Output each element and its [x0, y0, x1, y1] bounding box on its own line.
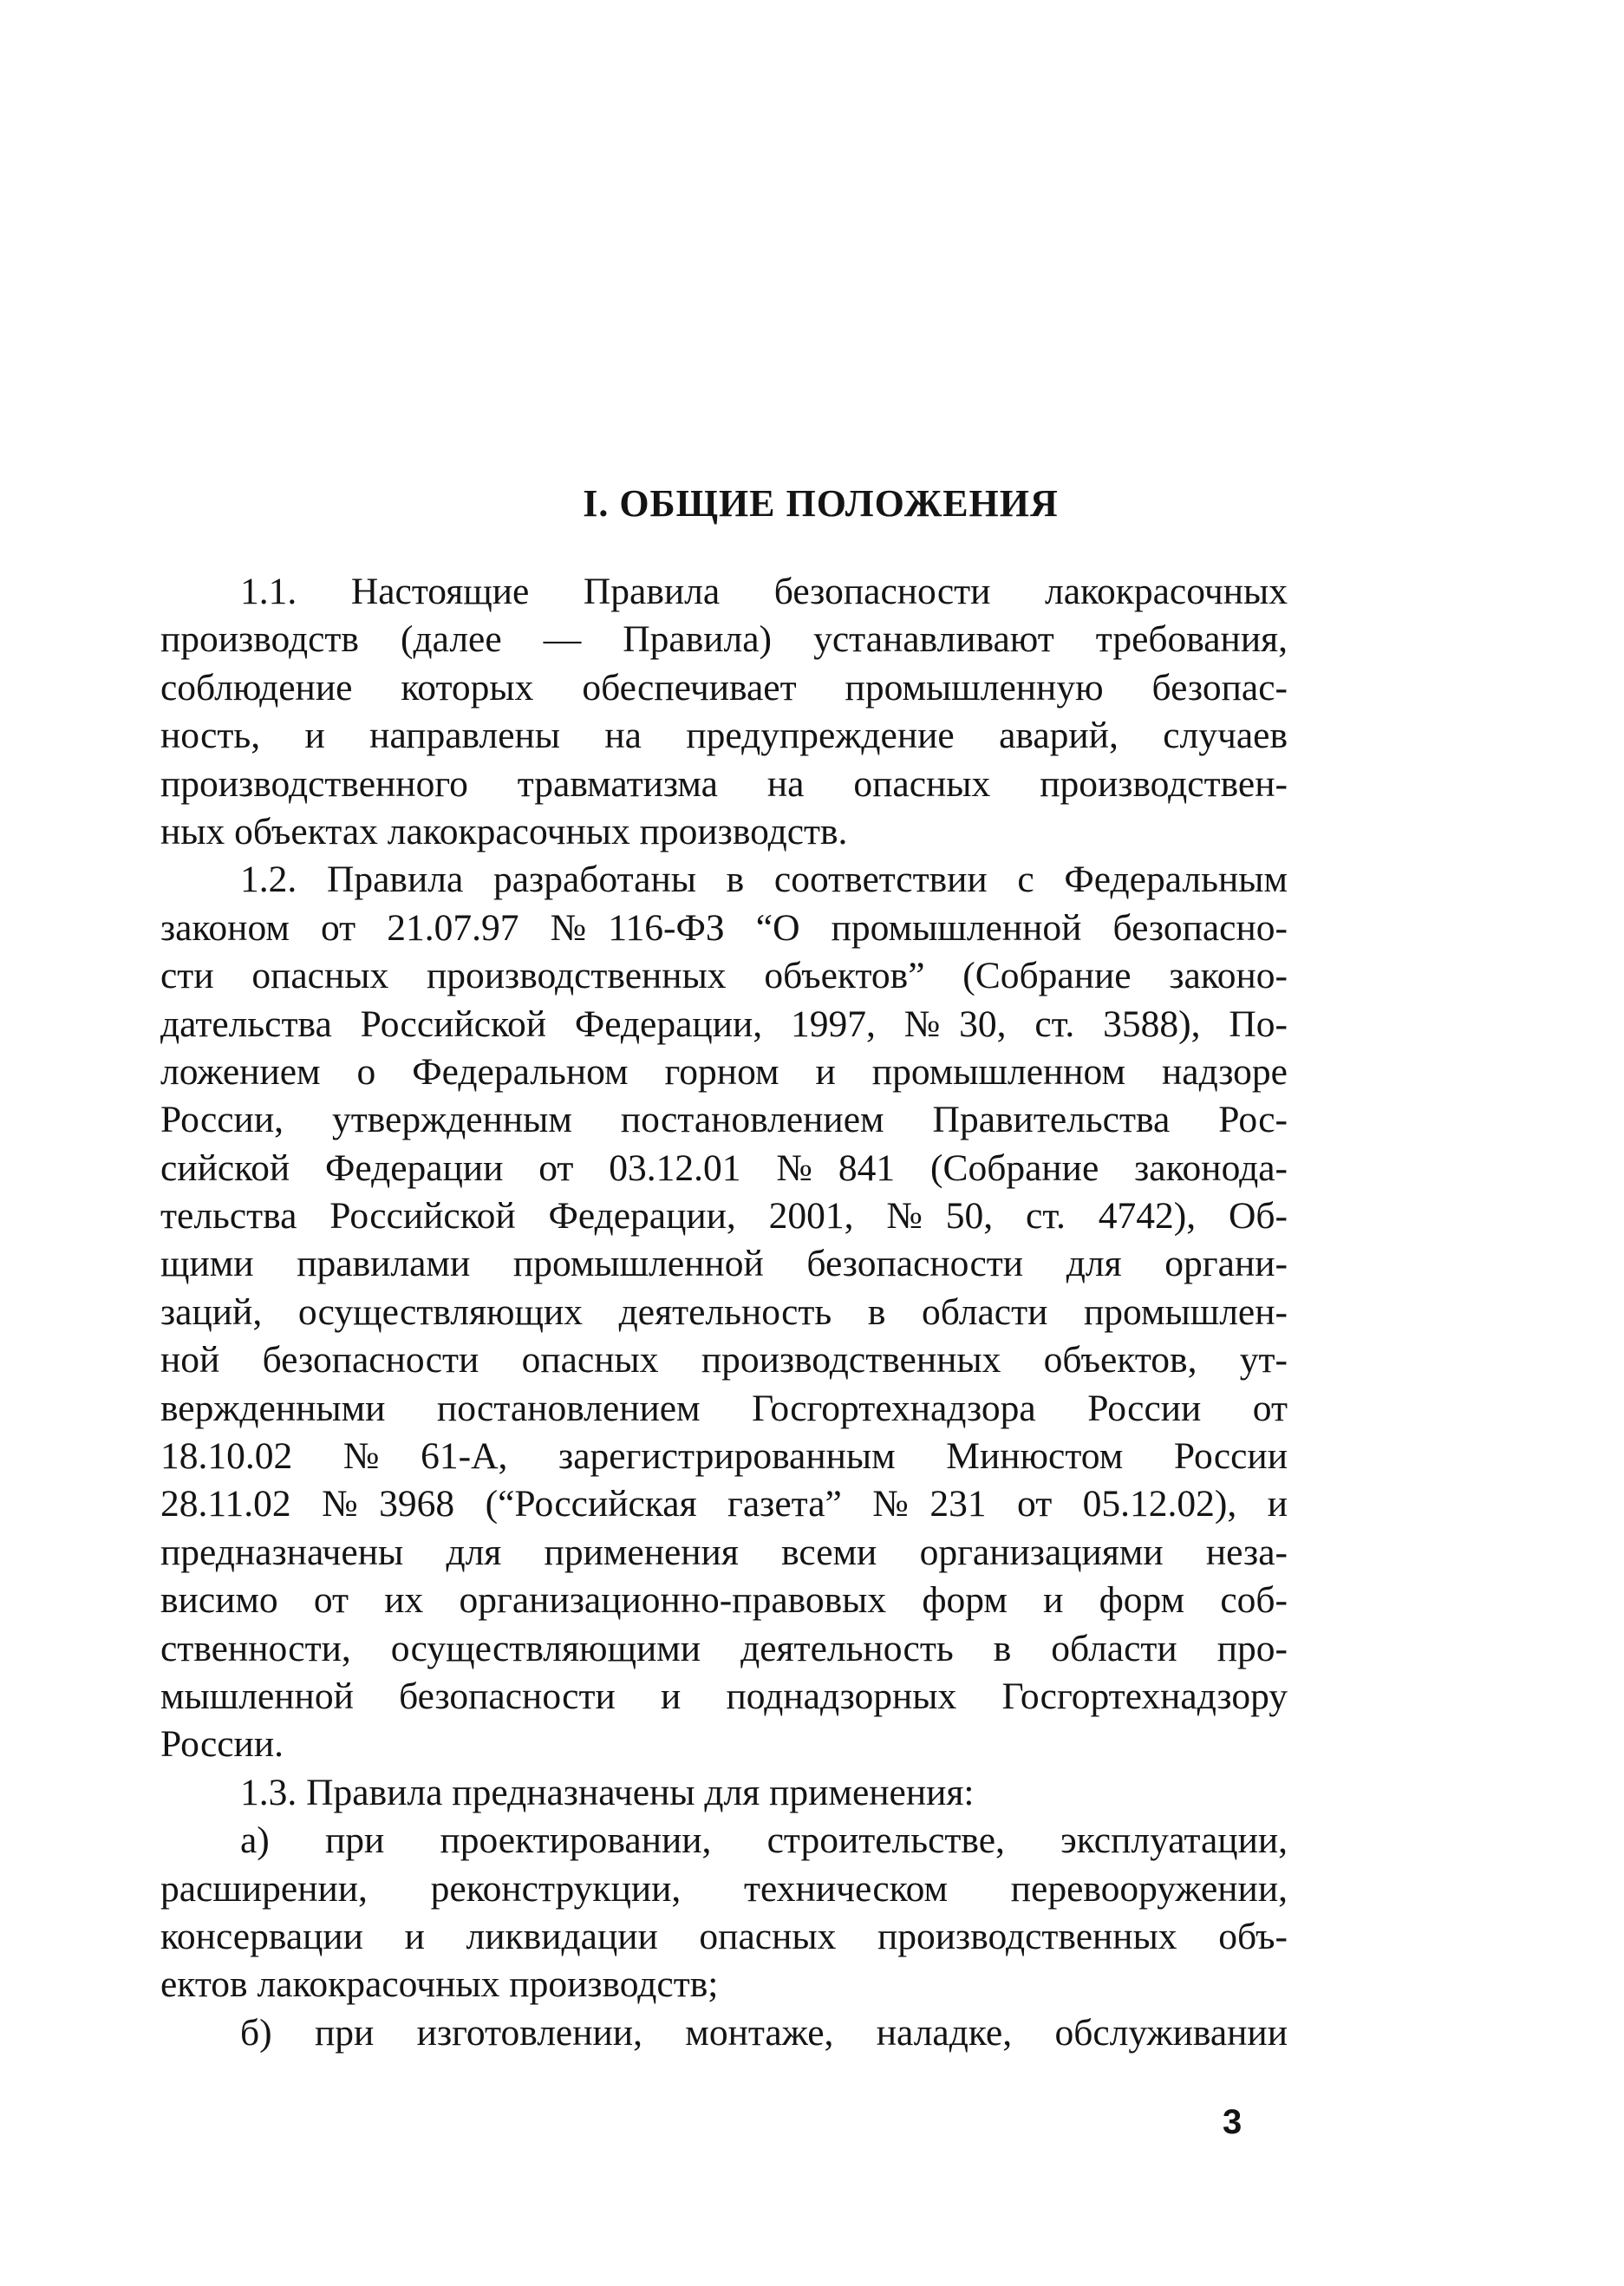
text-line: расширении, реконструкции, техническом перевооружении,: [160, 1867, 1288, 1910]
text-line: 1.3. Правила предназначены для применения:: [240, 1771, 975, 1813]
text-line: 18.10.02 №61-А, зарегистрированным Минюстом России: [160, 1435, 1288, 1478]
text-line: производств (далее — Правила) устанавливают требования,: [160, 618, 1288, 661]
text-line: законом от 21.07.97 №116-ФЗ “О промышленной безопасно-: [160, 906, 1288, 949]
body-text: [160, 568, 1288, 2057]
section-heading: I. ОБЩИЕ ПОЛОЖЕНИЯ: [583, 482, 1059, 525]
text-line: 1.2. Правила разработаны в соответствии с Федеральным: [240, 859, 1288, 901]
text-line: дательства Российской Федерации, 1997, №30, ст. 3588), По-: [160, 1003, 1288, 1045]
text-line: России.: [160, 1723, 284, 1766]
text-line: б) при изготовлении, монтаже, наладке, обслуживании: [240, 2011, 1288, 2054]
text-line: консервации и ликвидации опасных производственных объ-: [160, 1915, 1288, 1957]
text-line: ложением о Федеральном горном и промышленном надзоре: [160, 1050, 1288, 1093]
text-line: предназначены для применения всеми организациями неза-: [160, 1531, 1288, 1573]
text-line: а) при проектировании, строительстве, эксплуатации,: [240, 1819, 1288, 1862]
page-number: 3: [1223, 2103, 1242, 2141]
text-line: висимо от их организационно-правовых форм и форм соб-: [160, 1579, 1288, 1622]
text-line: соблюдение которых обеспечивает промышленную безопас-: [160, 666, 1288, 709]
text-line: 28.11.02 №3968 (“Российская газета” №231 от 05.12.02), и: [160, 1483, 1288, 1525]
text-line: щими правилами промышленной безопасности для органи-: [160, 1243, 1288, 1285]
text-line: России, утвержденным постановлением Правительства Рос-: [160, 1099, 1288, 1141]
text-line: вержденными постановлением Госгортехнадзора России от: [160, 1387, 1288, 1429]
text-line: ность, и направлены на предупреждение аварий, случаев: [160, 715, 1288, 757]
text-line: сти опасных производственных объектов” (Собрание законо-: [160, 955, 1288, 997]
text-line: мышленной безопасности и поднадзорных Госгортехнадзору: [160, 1675, 1288, 1717]
text-line: заций, осуществляющих деятельность в области промышлен-: [160, 1290, 1288, 1333]
text-line: ной безопасности опасных производственных объектов, ут-: [160, 1339, 1288, 1381]
text-line: сийской Федерации от 03.12.01 №841 (Собрание законода-: [160, 1146, 1288, 1189]
text-line: ных объектах лакокрасочных производств.: [160, 810, 848, 852]
text-line: тельства Российской Федерации, 2001, №50, ст. 4742), Об-: [160, 1195, 1288, 1238]
text-line: 1.1. Настоящие Правила безопасности лакокрасочных: [240, 571, 1288, 612]
text-line: производственного травматизма на опасных производствен-: [160, 762, 1288, 805]
text-line: ственности, осуществляющими деятельность в области про-: [160, 1627, 1288, 1669]
text-line: ектов лакокрасочных производств;: [160, 1963, 719, 2006]
